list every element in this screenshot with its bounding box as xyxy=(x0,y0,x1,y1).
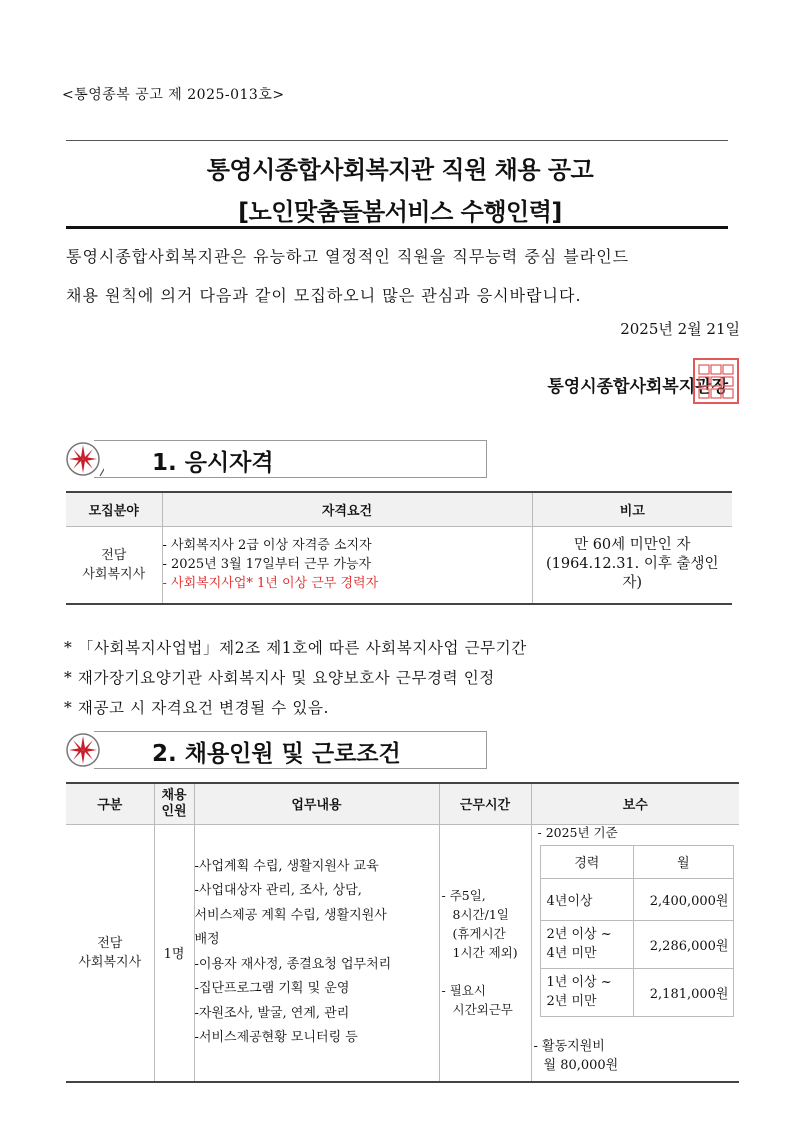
hours-3: (휴게시간 xyxy=(452,926,506,942)
header-hours: 근무시간 xyxy=(439,783,531,824)
pay-amount-1: 2,400,000원 xyxy=(634,878,733,920)
header-pay: 보수 xyxy=(531,783,739,824)
pay-cell xyxy=(531,824,739,1082)
top-divider xyxy=(66,140,728,141)
field-line-2: 사회복지사 xyxy=(82,566,146,582)
note-3: * 재공고 시 자격요건 변경될 수 있음. xyxy=(64,699,330,717)
duty-6: -집단프로그램 기획 및 운영 xyxy=(194,981,350,997)
director-signature: 통영시종합사회복지관장 xyxy=(547,377,728,397)
type-cell xyxy=(66,824,154,1082)
pay-career-3 xyxy=(540,968,634,1016)
pay-header-row xyxy=(540,845,733,878)
duty-8: -서비스제공현황 모니터링 등 xyxy=(194,1030,358,1046)
pay-career-2-line-1: 2년 이상 ~ xyxy=(546,927,612,942)
hours-2: 8시간/1일 xyxy=(452,907,509,923)
requirement-3: - 사회복지사업* 1년 이상 근무 경력자 xyxy=(162,576,379,592)
header-duties: 업무내용 xyxy=(194,783,439,824)
duty-1: -사업계획 수립, 생활지원사 교육 xyxy=(194,858,379,874)
section-1-header xyxy=(64,440,488,478)
page-subtitle: [노인맞춤돌봄서비스 수행인력] xyxy=(238,198,562,226)
hours-4: 1시간 제외) xyxy=(452,945,518,961)
conditions-row xyxy=(66,824,739,1082)
pay-career-3-line-2: 2년 미만 xyxy=(546,994,597,1009)
header-count xyxy=(154,783,194,824)
requirement-2: - 2025년 3월 17일부터 근무 가능자 xyxy=(162,557,372,573)
duty-4: 배정 xyxy=(194,932,220,948)
duty-2: -사업대상자 관리, 조사, 상담, xyxy=(194,883,362,899)
intro-line-1: 통영시종합사회복지관은 유능하고 열정적인 직원을 직무능력 중심 블라인드 xyxy=(66,247,630,266)
qualification-table xyxy=(66,491,732,605)
qualification-row xyxy=(66,526,732,604)
pay-career-3-line-1: 1년 이상 ~ xyxy=(546,975,612,990)
note-2: * 재가장기요양기관 사회복지사 및 요양보호사 근무경력 인정 xyxy=(64,669,495,687)
header-requirements: 자격요건 xyxy=(162,492,532,526)
qualification-header-row xyxy=(66,492,732,526)
section-2-header xyxy=(64,731,488,769)
remarks-line-3: 자) xyxy=(622,575,643,592)
note-1: * 「사회복지사업법」제2조 제1호에 따른 사회복지사업 근무기간 xyxy=(64,639,527,657)
header-count-line-1: 채용 xyxy=(161,787,187,803)
notice-date: 2025년 2월 21일 xyxy=(620,320,740,338)
pay-row-3 xyxy=(540,968,733,1016)
header-field: 모집분야 xyxy=(66,492,162,526)
pay-table xyxy=(540,845,734,1017)
remarks-line-2: (1964.12.31. 이후 출생인 xyxy=(545,556,719,573)
field-cell xyxy=(66,526,162,604)
requirement-1: - 사회복지사 2급 이상 자격증 소지자 xyxy=(162,538,372,554)
intro-line-2: 채용 원칙에 의거 다음과 같이 모집하오니 많은 관심과 응시바랍니다. xyxy=(66,286,582,305)
page-title: 통영시종합사회복지관 직원 채용 공고 xyxy=(206,156,594,184)
header-count-line-2: 인원 xyxy=(161,803,187,819)
allowance-line-2: 월 80,000원 xyxy=(543,1057,619,1073)
pay-row-2 xyxy=(540,920,733,968)
duty-3: 서비스제공 계획 수립, 생활지원사 xyxy=(194,907,387,923)
hours-cell xyxy=(439,824,531,1082)
header-remarks: 비고 xyxy=(532,492,732,526)
hours-6: 시간외근무 xyxy=(452,1002,513,1018)
hours-spacer xyxy=(442,962,531,981)
remarks-line-1: 만 60세 미만인 자 xyxy=(574,537,691,554)
pay-header-month: 월 xyxy=(634,845,733,878)
pay-basis: - 2025년 기준 xyxy=(537,824,618,840)
field-line-1: 전담 xyxy=(101,547,127,563)
duty-7: -자원조사, 발굴, 연계, 관리 xyxy=(194,1005,350,1021)
pay-header-career: 경력 xyxy=(540,845,634,878)
pay-career-2-line-2: 4년 미만 xyxy=(546,946,597,961)
count-cell: 1명 xyxy=(154,824,194,1082)
pay-amount-3: 2,181,000원 xyxy=(634,968,733,1016)
official-seal-icon xyxy=(693,358,739,404)
caritas-logo-icon xyxy=(64,731,104,769)
pay-career-2 xyxy=(540,920,634,968)
section-1-title: 1. 응시자격 xyxy=(152,450,274,476)
allowance-line-1: - 활동지원비 xyxy=(533,1038,605,1054)
working-conditions-table xyxy=(66,782,739,1083)
conditions-header-row xyxy=(66,783,739,824)
remarks-cell xyxy=(532,526,732,604)
duties-cell xyxy=(194,824,439,1082)
pay-row-1 xyxy=(540,878,733,920)
notice-number: <통영종복 공고 제 2025-013호> xyxy=(62,87,285,103)
pay-amount-2: 2,286,000원 xyxy=(634,920,733,968)
section-2-title: 2. 채용인원 및 근로조건 xyxy=(152,741,401,767)
type-line-2: 사회복지사 xyxy=(78,954,142,970)
duty-5: -이용자 재사정, 종결요청 업무처리 xyxy=(194,956,392,972)
title-divider xyxy=(66,226,728,229)
hours-5: - 필요시 xyxy=(441,983,486,999)
pay-career-1: 4년이상 xyxy=(540,878,634,920)
requirements-cell xyxy=(162,526,532,604)
caritas-logo-icon xyxy=(64,440,104,478)
type-line-1: 전담 xyxy=(97,935,123,951)
hours-1: - 주5일, xyxy=(441,888,486,904)
header-type: 구분 xyxy=(66,783,154,824)
